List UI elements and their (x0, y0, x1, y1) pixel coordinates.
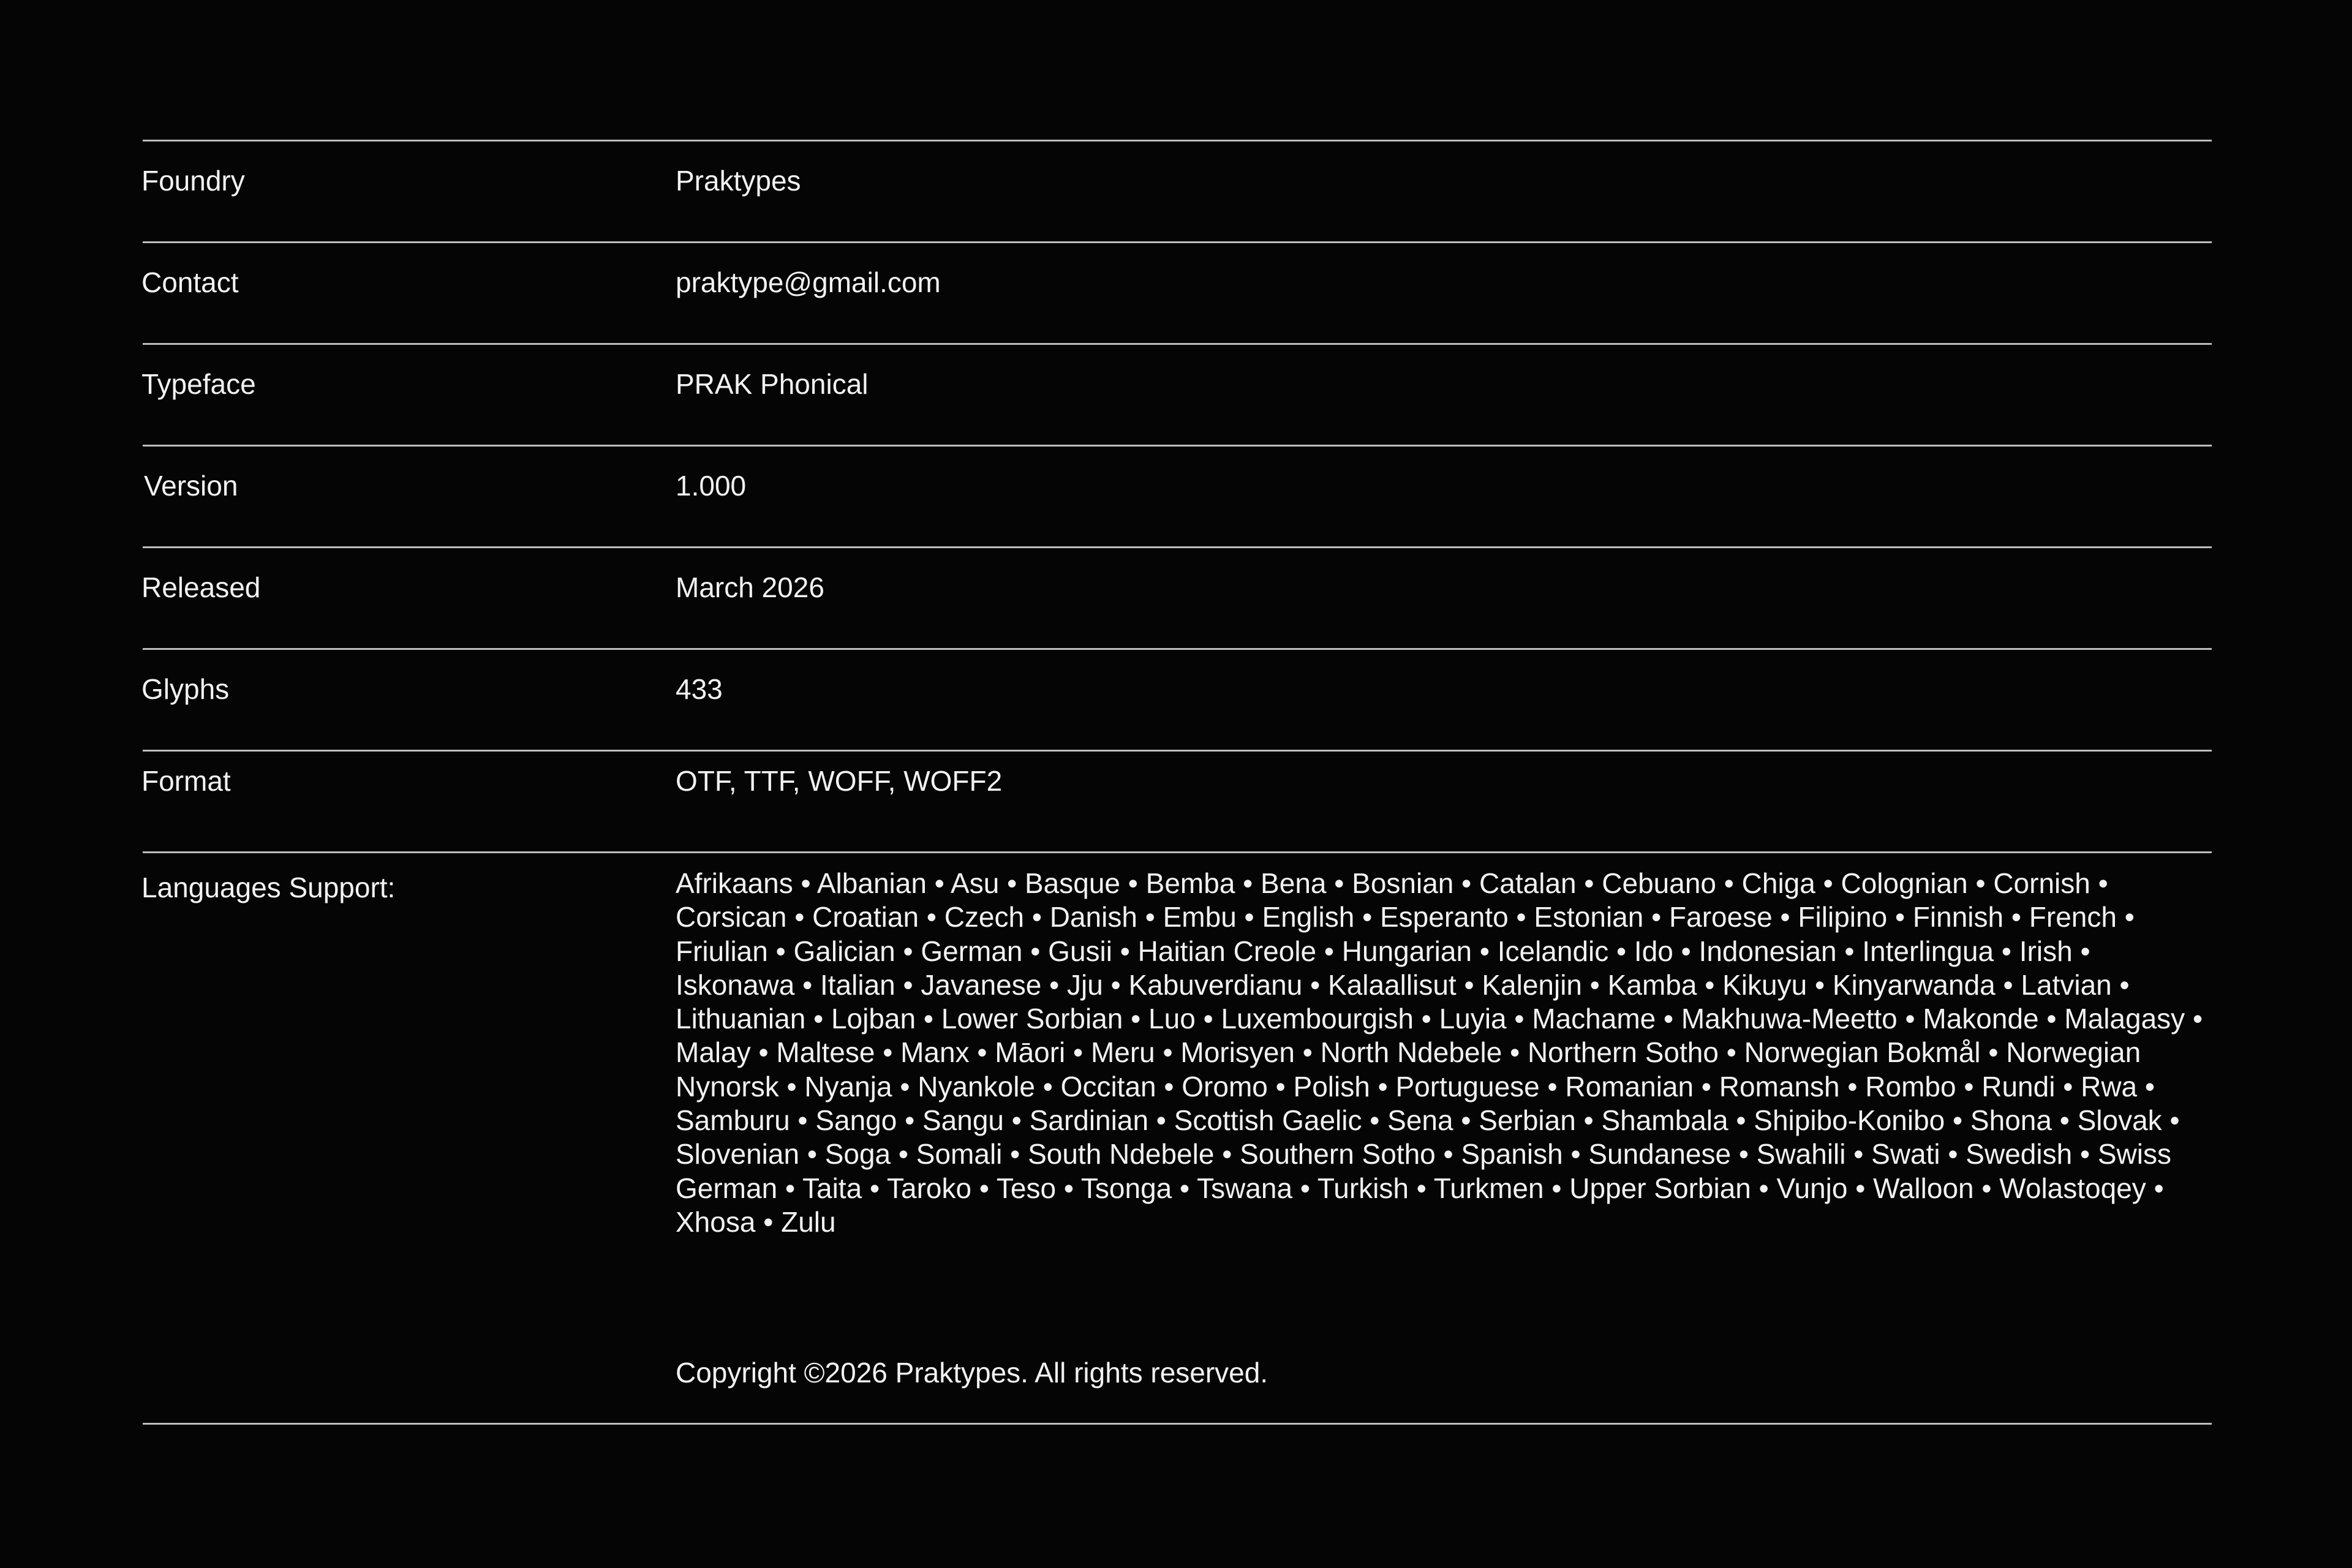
row-value-foundry: Praktypes (676, 165, 801, 197)
copyright-notice: Copyright ©2026 Praktypes. All rights reserved. (676, 1357, 1268, 1389)
contact-email-link[interactable]: praktype@gmail.com (676, 266, 941, 298)
row-value-version: 1.000 (676, 470, 747, 502)
info-row-glyphs (143, 650, 2212, 752)
row-label-version: Version (144, 470, 238, 502)
info-row-contact (143, 243, 2212, 345)
row-value-typeface: PRAK Phonical (676, 368, 869, 400)
info-row-typeface (143, 345, 2212, 447)
info-row-version (143, 447, 2212, 548)
row-label-glyphs: Glyphs (141, 673, 230, 705)
row-value-glyphs: 433 (676, 673, 723, 705)
row-label-contact: Contact (141, 266, 239, 298)
row-value-released: March 2026 (676, 571, 824, 603)
row-label-typeface: Typeface (141, 368, 256, 400)
font-info-sheet (143, 140, 2212, 1425)
row-label-released: Released (141, 571, 261, 603)
info-row-foundry (143, 141, 2212, 243)
languages-list: Afrikaans • Albanian • Asu • Basque • Bemba • Bena • Bosnian • Catalan • Cebuano • Chiga • Colognian • Cornish • Corsican • Croatian • Czech • Danish • Embu • English • Esperanto • Estonian • Faroese • Filipino • Finnish • French • Friulian • Galician • German • Gusii • Haitian Creole • Hungarian • Icelandic • Ido • Indonesian • Interlingua • Irish • Iskonawa • Italian • Javanese • Jju • Kabuverdianu • Kalaallisut • Kalenjin • Kamba • Kikuyu • Kinyarwanda • Latvian • Lithuanian • Lojban • Lower Sorbian • Luo • Luxembourgish • Luyia • Machame • Makhuwa-Meetto • Makonde • Malagasy • Malay • Maltese • Manx • Māori • Meru • Morisyen • North Ndebele • Northern Sotho • Norwegian Bokmål • Norwegian Nynorsk • Nyanja • Nyankole • Occitan • Oromo • Polish • Portuguese • Romanian • Romansh • Rombo • Rundi • Rwa • Samburu • Sango • Sangu • Sardinian • Scottish Gaelic • Sena • Serbian • Shambala • Shipibo-Konibo • Shona • Slovak • Slovenian • Soga • Somali • South Ndebele • Southern Sotho • Spanish • Sundanese • Swahili • Swati • Swedish • Swiss German • Taita • Taroko • Teso • Tsonga • Tswana • Turkish • Turkmen • Upper Sorbian • Vunjo • Walloon • Wolastoqey • Xhosa • Zulu (676, 867, 2203, 1238)
row-label-foundry: Foundry (141, 165, 245, 197)
info-row-languages (143, 853, 2212, 1425)
row-label-languages: Languages Support: (141, 872, 396, 903)
row-value-format: OTF, TTF, WOFF, WOFF2 (676, 765, 1003, 797)
info-row-released (143, 548, 2212, 650)
row-label-format: Format (141, 765, 231, 797)
info-row-format (143, 752, 2212, 853)
